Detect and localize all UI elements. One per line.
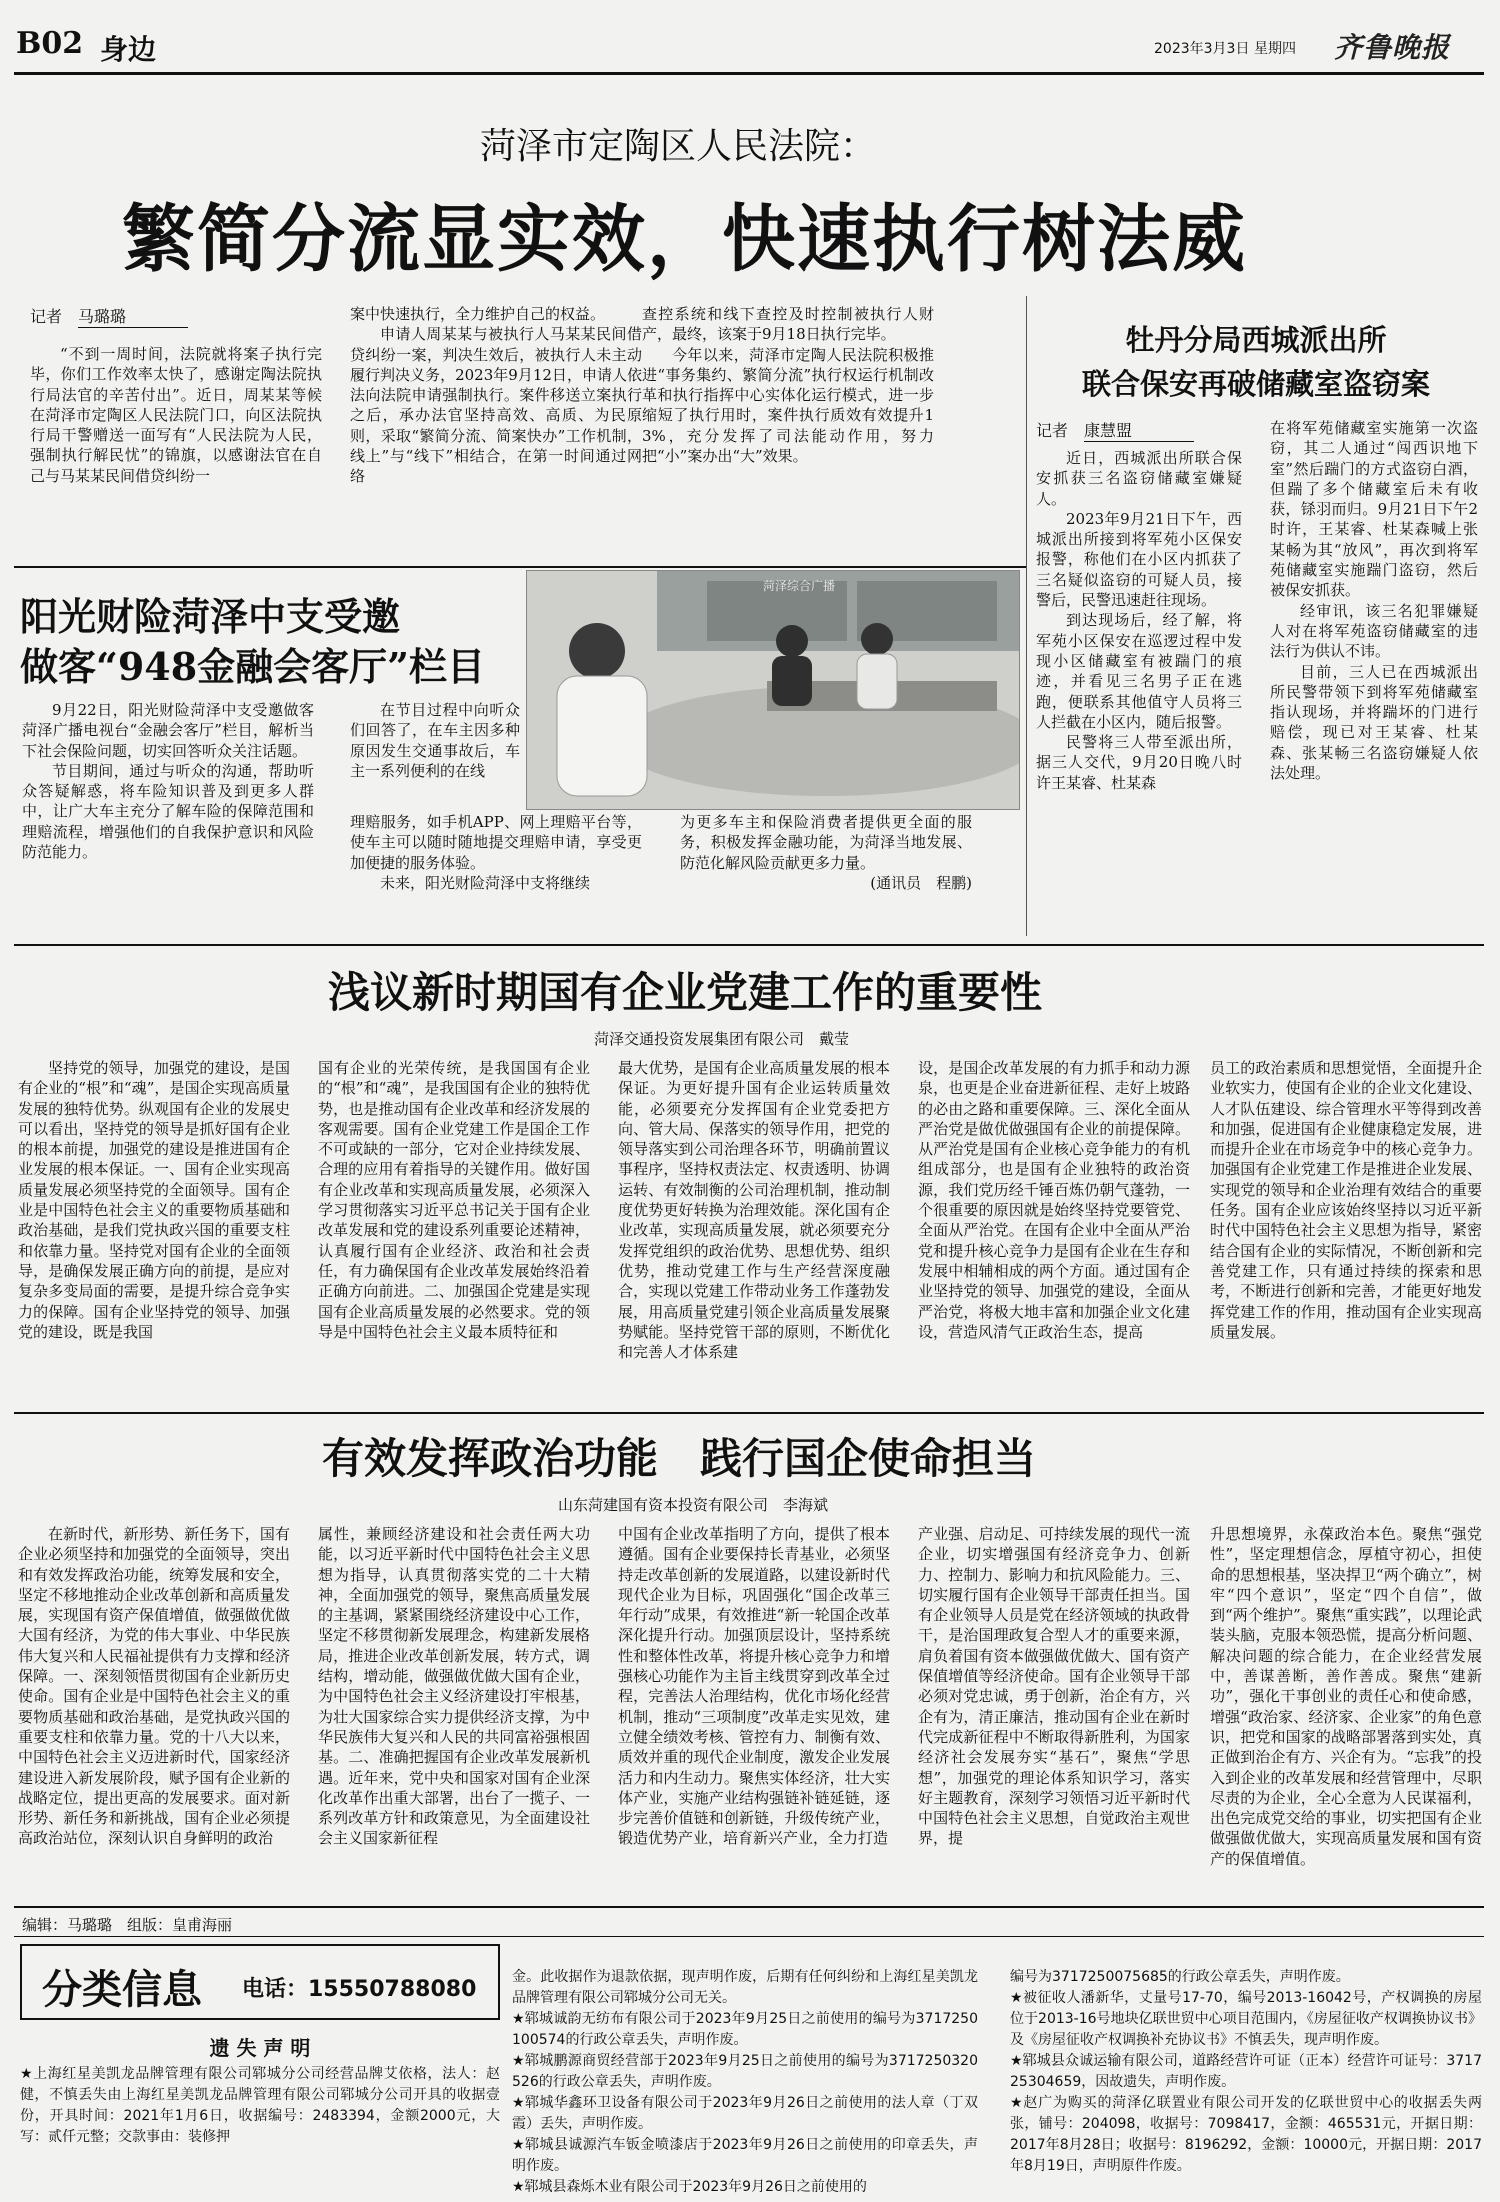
article2-col2 xyxy=(1270,418,1478,938)
paragraph: 设，是国企改革发展的有力抓手和动力源泉，也更是企业奋进新征程、走好上坡路的必由之路和重要保障。三、深化全面从严治党是做优做强国有企业的前提保障。从严治党是国有企业核心竞争能力的有机组成部分，也是国有企业独特的政治资源，我们党历经千锤百炼仍朝气蓬勃，一个很重要的原因就是始终坚持党要管党、全面从严治党。在国有企业中全面从严治党和提升核心竞争力是国有企业在生存和发展中相辅相成的两个方面。通过国有企业坚持党的领导、加强党的建设，全面从严治党，将极大地丰富和加强企业文化建设，营造风清气正政治生态，提高 xyxy=(918,1059,1190,1341)
paragraph: 在将军苑储藏室实施第一次盗窃，其二人通过“闯西识地下室”然后踹门的方式盗窃白酒，但踹了多个储藏室后未有收获，铩羽而归。9月21日下午2时许，王某睿、杜某森喊上张某畅为其“放风”，再次到将军苑储藏室实施踹门盗窃，然后被保安抓获。 xyxy=(1270,419,1478,600)
article5-col1 xyxy=(18,1524,290,1898)
divider xyxy=(14,944,1484,946)
article4-col1 xyxy=(18,1058,290,1402)
classified-phone: 电话：15550788080 xyxy=(242,1977,477,2002)
article5-byline: 山东菏建国有资本投资有限公司 李海斌 xyxy=(558,1496,829,1514)
paragraph: “不到一周时间，法院就将案子执行完毕，你们工作效率太快了，感谢定陶法院执行局法官的辛苦付出”。近日，周某某等候在菏泽市定陶区人民法院门口，向区法院执行局干警赠送一面写有“人民法院为人民，强制执行解民忧”的锦旗，以感谢法官在自己与马某某民间借贷纠纷一 xyxy=(30,345,322,485)
paragraph: 9月22日，阳光财险菏泽中支受邀做客菏泽广播电视台“金融会客厅”栏目，解析当下社会保险问题，切实回答听众关注话题。 xyxy=(22,701,314,760)
article4-col2 xyxy=(318,1058,590,1402)
article3-title-line1: 阳光财险菏泽中支受邀 xyxy=(20,594,401,639)
paragraph: 节目期间，通过与听众的沟通，帮助听众答疑解惑，将车险知识普及到更多人群中，让广大车主充分了解车险的保障范围和理赔流程，增强他们的自我保护意识和风险防范能力。 xyxy=(22,761,314,862)
studio-photo-illustration xyxy=(527,571,1020,810)
article2-byline xyxy=(1036,418,1194,442)
issue-weekday: 星期四 xyxy=(1254,41,1296,57)
classified-col2 xyxy=(512,1946,978,2194)
paragraph: 在新时代，新形势、新任务下，国有企业必须坚持和加强党的全面领导，突出和有效发挥政治功能，统筹发展和安全，坚定不移地推动企业改革创新和高质量发展，实现国有资产保值增值，做强做优做大国有经济，为党的伟大事业、中华民族伟大复兴和人民福祉提供有力支撑和经济保障。一、深刻领悟贯彻国有企业新历史使命。国有企业是中国特色社会主义的重要物质基础和政治基础，是党执政兴国的重要支柱和依靠力量。党的十八大以来，中国特色社会主义迈进新时代，国家经济建设进入新发展阶段，赋予国有企业新的战略定位，提出更高的发展要求。面对新形势、新任务和新挑战，国有企业必须提高政治站位，深刻认识自身鲜明的政治 xyxy=(18,1525,290,1848)
article3-title-line2: 做客“948金融会客厅”栏目 xyxy=(20,644,486,689)
divider xyxy=(14,566,1026,568)
classified-title: 分类信息 xyxy=(42,1967,202,2013)
article1-title: 繁简分流显实效，快速执行树法威 xyxy=(122,196,1247,282)
byline-label: 记者 xyxy=(1036,421,1069,440)
article5-col4 xyxy=(918,1524,1190,1898)
paragraph: 案中快速执行，全力维护自己的权益。 xyxy=(350,305,606,323)
article3-col1 xyxy=(22,700,314,932)
issue-date: 2023年3月3日 xyxy=(1154,41,1250,57)
notice-text: 编号为3717250075685的行政公章丢失，声明作废。 ★被征收人潘新华，丈量号17-70，编号2013-16042号，产权调换的房屋位于2013-16号地块亿联世贸中心项目范围内，《房屋征收产权调换协议书》及《房屋征收产权调换补充协议书》不慎丢失，现声明作废。 ★郓城县众诚运输有限公司，道路经营许可证（正本）经营许可证号：371725304659，因故遗失，声明作废。 ★赵广为购买的菏泽亿联置业有限公司开发的亿联世贸中心的收据丢失两张，铺号：204098，收据号：7098417，金额：465531元，开据日期：2017年8月28日；收据号：8196292，金额：10000元，开据日期：2017年8月19日，声明原件作废。 xyxy=(1010,1969,1482,2174)
classified-col1 xyxy=(20,2064,500,2192)
divider xyxy=(14,1906,1484,1908)
article3-col2-wrap xyxy=(350,700,520,810)
paragraph: 2023年9月21日下午，西城派出所接到将军苑小区保安报警，称他们在小区内抓获了三名疑似盗窃的可疑人员，接警后，民警迅速赶往现场。 xyxy=(1036,509,1242,610)
article5-col3 xyxy=(618,1524,890,1898)
paragraph: 最大优势，是国有企业高质量发展的根本保证。为更好提升国有企业运转质量效能，必须要充分发挥国有企业党委把方向、管大局、保落实的领导作用，把党的领导落实到公司治理各环节，明确前置议事程序，坚持权责法定、权责透明、协调运转、有效制衡的公司治理机制，推动制度优势更好转换为治理效能。深化国有企业改革，实现高质量发展，就必须要充分发挥党组织的政治优势、思想优势、组织优势，推动党建工作与生产经营深度融合，实现以党建工作带动业务工作蓬勃发展，用高质量党建引领企业高质量发展聚势赋能。坚持党管干部的原则，不断优化和完善人才体系建 xyxy=(618,1059,890,1362)
paragraph: 属性，兼顾经济建设和社会责任两大功能，以习近平新时代中国特色社会主义思想为指导，认真贯彻落实党的二十大精神，全面加强党的领导，聚焦高质量发展的主基调，紧紧围绕经济建设中心工作，坚定不移贯彻新发展理念，构建新发展格局，推进企业改革创新发展，转方式，调结构，增动能，做强做优做大国有企业，为中国特色社会主义经济建设打牢根基，为壮大国家综合实力提供经济支撑，为中华民族伟大复兴和人民的共同富裕强根固基。二、准确把握国有企业改革发展新机遇。近年来，党中央和国家对国有企业深化改革作出重大部署，出台了一揽子、一系列改革方针和政策意见，为全面建设社会主义国家新征程 xyxy=(318,1525,590,1848)
article2-title: 牡丹分局西城派出所 联合保安再破储藏室盗窃案 xyxy=(1081,323,1430,401)
section-name: 身边 xyxy=(100,33,157,66)
article1-col1 xyxy=(30,344,322,556)
article4-col5 xyxy=(1210,1058,1482,1402)
article3-col2 xyxy=(350,812,642,934)
article3-credit: (通讯员 程鹏) xyxy=(870,873,972,892)
page-number: B02 xyxy=(16,26,84,61)
byline-name: 马璐璐 xyxy=(78,304,188,328)
paragraph: 到达现场后，经了解，将军苑小区保安在巡逻过程中发现小区储藏室有被踹门的痕迹，并看见三名男子正在逃跑，便联系其他值守人员将三人拦截在小区内，随后报警。 xyxy=(1036,611,1242,731)
byline-name: 康慧盟 xyxy=(1084,418,1194,442)
article2-col1 xyxy=(1036,448,1242,938)
article5-title: 有效发挥政治功能 践行国企使命担当 xyxy=(322,1434,1037,1483)
paper-logo: 齐鲁晚报 xyxy=(1334,31,1451,64)
article5-col2 xyxy=(318,1524,590,1898)
paragraph: 经审讯，该三名犯罪嫌疑人对在将军苑盗窃储藏室的违法行为供认不讳。 xyxy=(1270,601,1478,661)
paragraph: 今年以来，菏泽市定陶人民法院积极推进“事务集约、繁简分流”执行权运行机制改革和执行指挥中心实体化运行模式，进一步缩短了执行用时，案件执行质效有效提升13%，充分发挥了司法能动作用，努力把“小”案办出“大”效果。 xyxy=(642,345,934,466)
paragraph: 坚持党的领导，加强党的建设，是国有企业的“根”和“魂”，是国企实现高质量发展的独特优势。纵观国有企业的发展史可以看出，坚持党的领导是抓好国有企业的根本前提，加强党的建设是推进国有企业发展的根本保证。一、国有企业实现高质量发展必须坚持党的全面领导。国有企业是中国特色社会主义的重要物质基础和政治基础，是我们党执政兴国的重要支柱和依靠力量。坚持党对国有企业的全面领导，是确保发展正确方向的前提，是应对复杂多变局面的需要，是提升综合竞争实力的保障。国有企业坚持党的领导、加强党的建设，既是我国 xyxy=(18,1059,290,1341)
paragraph: 为更多车主和保险消费者提供更全面的服务，积极发挥金融功能，为菏泽当地发展、防范化解风险贡献更多力量。 xyxy=(680,813,972,872)
paragraph: 查控系统和线下查控及时控制被执行人财产，最终，该案于9月18日执行完毕。 xyxy=(642,305,934,344)
classified-box xyxy=(20,1944,500,2192)
article1-kicker: 菏泽市定陶区人民法院： xyxy=(480,126,877,167)
editor-credits: 编辑：马璐璐 组版：皇甫海丽 xyxy=(22,1916,233,1934)
article1-col3 xyxy=(642,304,934,556)
paragraph: 员工的政治素质和思想觉悟，全面提升企业软实力，使国有企业的企业文化建设、人才队伍建设、综合管理水平等得到改善和加强，促进国有企业健康稳定发展，进而提升企业在市场竞争中的核心竞争力。加强国有企业党建工作是推进企业发展、实现党的领导和企业治理有效结合的重要任务。国有企业应该始终坚持以习近平新时代中国特色社会主义思想为指导，紧密结合国有企业的实际情况，不断创新和完善党建工作，只有通过持续的探索和思考，不断进行创新和完善，才能更好地发挥党建工作的作用，推动国有企业实现高质量发展。 xyxy=(1210,1059,1482,1341)
article3-col3 xyxy=(680,812,972,934)
article1-byline xyxy=(30,304,188,328)
paragraph: 在节目过程中向听众们回答了，在车主因多种原因发生交通事故后，车主一系列便利的在线 xyxy=(350,701,520,780)
paragraph: 中国有企业改革指明了方向，提供了根本遵循。国有企业要保持长青基业，必须坚持走改革创新的发展道路，以建设新时代现代企业为目标，巩固强化“国企改革三年行动”成果，有效推进“新一轮国企改革深化提升行动。加强顶层设计，坚持系统性和整体性改革，将提升核心竞争力和增强核心功能作为主旨主线贯穿到改革全过程，完善法人治理结构，优化市场化经营机制，推动“三项制度”改革走实见效，建立健全绩效考核、管控有力、制衡有效、质效并重的现代企业制度，激发企业发展活力和内生动力。聚焦实体经济，壮大实体产业，实施产业结构强链补链延链，逐步完善价值链和创新链，升级传统产业，锻造优势产业，培育新兴产业，全力打造 xyxy=(618,1525,890,1848)
divider xyxy=(14,1936,1484,1937)
paragraph: 理赔服务，如手机APP、网上理赔平台等，使车主可以随时随地提交理赔申请，享受更加便捷的服务体验。 xyxy=(350,813,642,872)
classified-col3 xyxy=(1010,1946,1482,2194)
article4-title: 浅议新时期国有企业党建工作的重要性 xyxy=(328,968,1043,1017)
paragraph: 未来，阳光财险菏泽中支将继续 xyxy=(380,873,591,892)
notice-text: 金。此收据作为退款依据，现声明作废，后期有任何纠纷和上海红星美凯龙品牌管理有限公司郓城分公司无关。 ★郓城诚韵无纺布有限公司于2023年9月25日之前使用的编号为3717250100574的行政公章丢失，声明作废。 ★郓城鹏源商贸经营部于2023年9月25日之前使用的编号为3717250320526的行政公章丢失，声明作废。 ★郓城华鑫环卫设备有限公司于2023年9月26日之前使用的法人章（丁双霞）丢失，声明作废。 ★郓城县诚源汽车钣金喷漆店于2023年9月26日之前使用的印章丢失，声明作废。 ★郓城县森烁木业有限公司于2023年9月26日之前使用的 xyxy=(512,1969,978,2194)
article1-col2 xyxy=(350,304,642,556)
article4-byline: 菏泽交通投资发展集团有限公司 戴莹 xyxy=(594,1030,850,1048)
masthead-rule xyxy=(14,72,1484,75)
classified-banner xyxy=(20,1944,500,2020)
photo-sign: 菏泽综合广播 xyxy=(763,579,836,593)
article3-photo xyxy=(526,570,1020,810)
paragraph: 近日，西城派出所联合保安抓获三名盗窃储藏室嫌疑人。 xyxy=(1036,449,1242,508)
classified-subtitle: 遗 失 声 明 xyxy=(209,2036,311,2060)
paragraph: 产业强、启动足、可持续发展的现代一流企业，切实增强国有经济竞争力、创新力、控制力、影响力和抗风险能力。三、切实履行国有企业领导干部责任担当。国有企业领导人员是党在经济领域的执政骨干，是治国理政复合型人才的重要来源，肩负着国有资本做强做优做大、国有资产保值增值等经济使命。国有企业领导干部必须对党忠诚，勇于创新，治企有方，兴企有为，清正廉洁，推动国有企业在新时代完成新征程中不断取得新胜利，为国家经济社会发展夯实“基石”，聚焦“学思想”，加强党的理论体系知识学习，落实好主题教育，深刻学习领悟习近平新时代中国特色社会主义思想，自觉政治主观世界，提 xyxy=(918,1525,1190,1848)
masthead xyxy=(14,20,1484,70)
divider xyxy=(14,1412,1484,1414)
divider xyxy=(1026,296,1027,936)
paragraph: 民警将三人带至派出所，据三人交代，9月20日晚八时许王某睿、杜某森 xyxy=(1036,733,1242,792)
paragraph: 升思想境界，永葆政治本色。聚焦“强党性”，坚定理想信念，厚植守初心，担使命的思想根基，坚决捍卫“两个确立”，树牢“四个意识”，坚定“四个自信”，做到“两个维护”。聚焦“重实践”，以理论武装头脑，克服本领恐慌，提高分析问题、解决问题的综合能力，在企业经营发展中，善谋善断，善作善成。聚焦“建新功”，强化干事创业的责任心和使命感，增强“政治家、经济家、企业家”的角色意识，把党和国家的战略部署落到实处，真正做到治企有方、兴企有为。“忘我”的投入到企业的改革发展和经营管理中，尽职尽责的为企业，全心全意为人民谋福利，出色完成党交给的事业，切实把国有企业做强做优做大，实现高质量发展和国有资产的保值增值。 xyxy=(1210,1525,1482,1868)
article5-col5 xyxy=(1210,1524,1482,1898)
article4-col4 xyxy=(918,1058,1190,1402)
article4-col3 xyxy=(618,1058,890,1402)
paragraph: 国有企业的光荣传统，是我国国有企业的“根”和“魂”，是我国国有企业的独特优势，也是推动国有企业改革和经济发展的客观需要。国有企业党建工作是国企工作不可或缺的一部分，它对企业持续发展、合理的应用有着指导的关键作用。做好国有企业改革和实现高质量发展，必须深入学习贯彻落实习近平总书记关于国有企业改革发展和党的建设系列重要论述精神，认真履行国有企业经济、政治和社会责任，有力确保国有企业改革发展始终沿着正确方向前进。二、加强国企党建是实现国有企业高质量发展的必然要求。党的领导是中国特色社会主义最本质特征和 xyxy=(318,1059,590,1341)
byline-label: 记者 xyxy=(30,307,63,326)
paragraph: 申请人周某某与被执行人马某某民间借贷纠纷一案，判决生效后，被执行人未主动履行判决义务，2023年9月12日，申请人依法向法院申请强制执行。案件移送立案执行之后，承办法官坚持高效、高质、为民原则，采取“繁简分流、简案快办”工作机制，线上”与“线下”相结合，在第一时间通过网络 xyxy=(350,325,642,486)
paragraph: 目前，三人已在西城派出所民警带领下到将军苑储藏室指认现场，并将踹坏的门进行赔偿，现已对王某睿、杜某森、张某畅三名盗窃嫌疑人依法处理。 xyxy=(1270,662,1478,783)
notice-text: ★上海红星美凯龙品牌管理有限公司郓城分公司经营品牌艾依格，法人：赵健，不慎丢失由上海红星美凯龙品牌管理有限公司郓城分公司开具的收据壹份，开具时间：2021年1月6日，收据编号：2483394，金额2000元，大写：贰仟元整；交款事由：装修押 xyxy=(20,2066,500,2145)
